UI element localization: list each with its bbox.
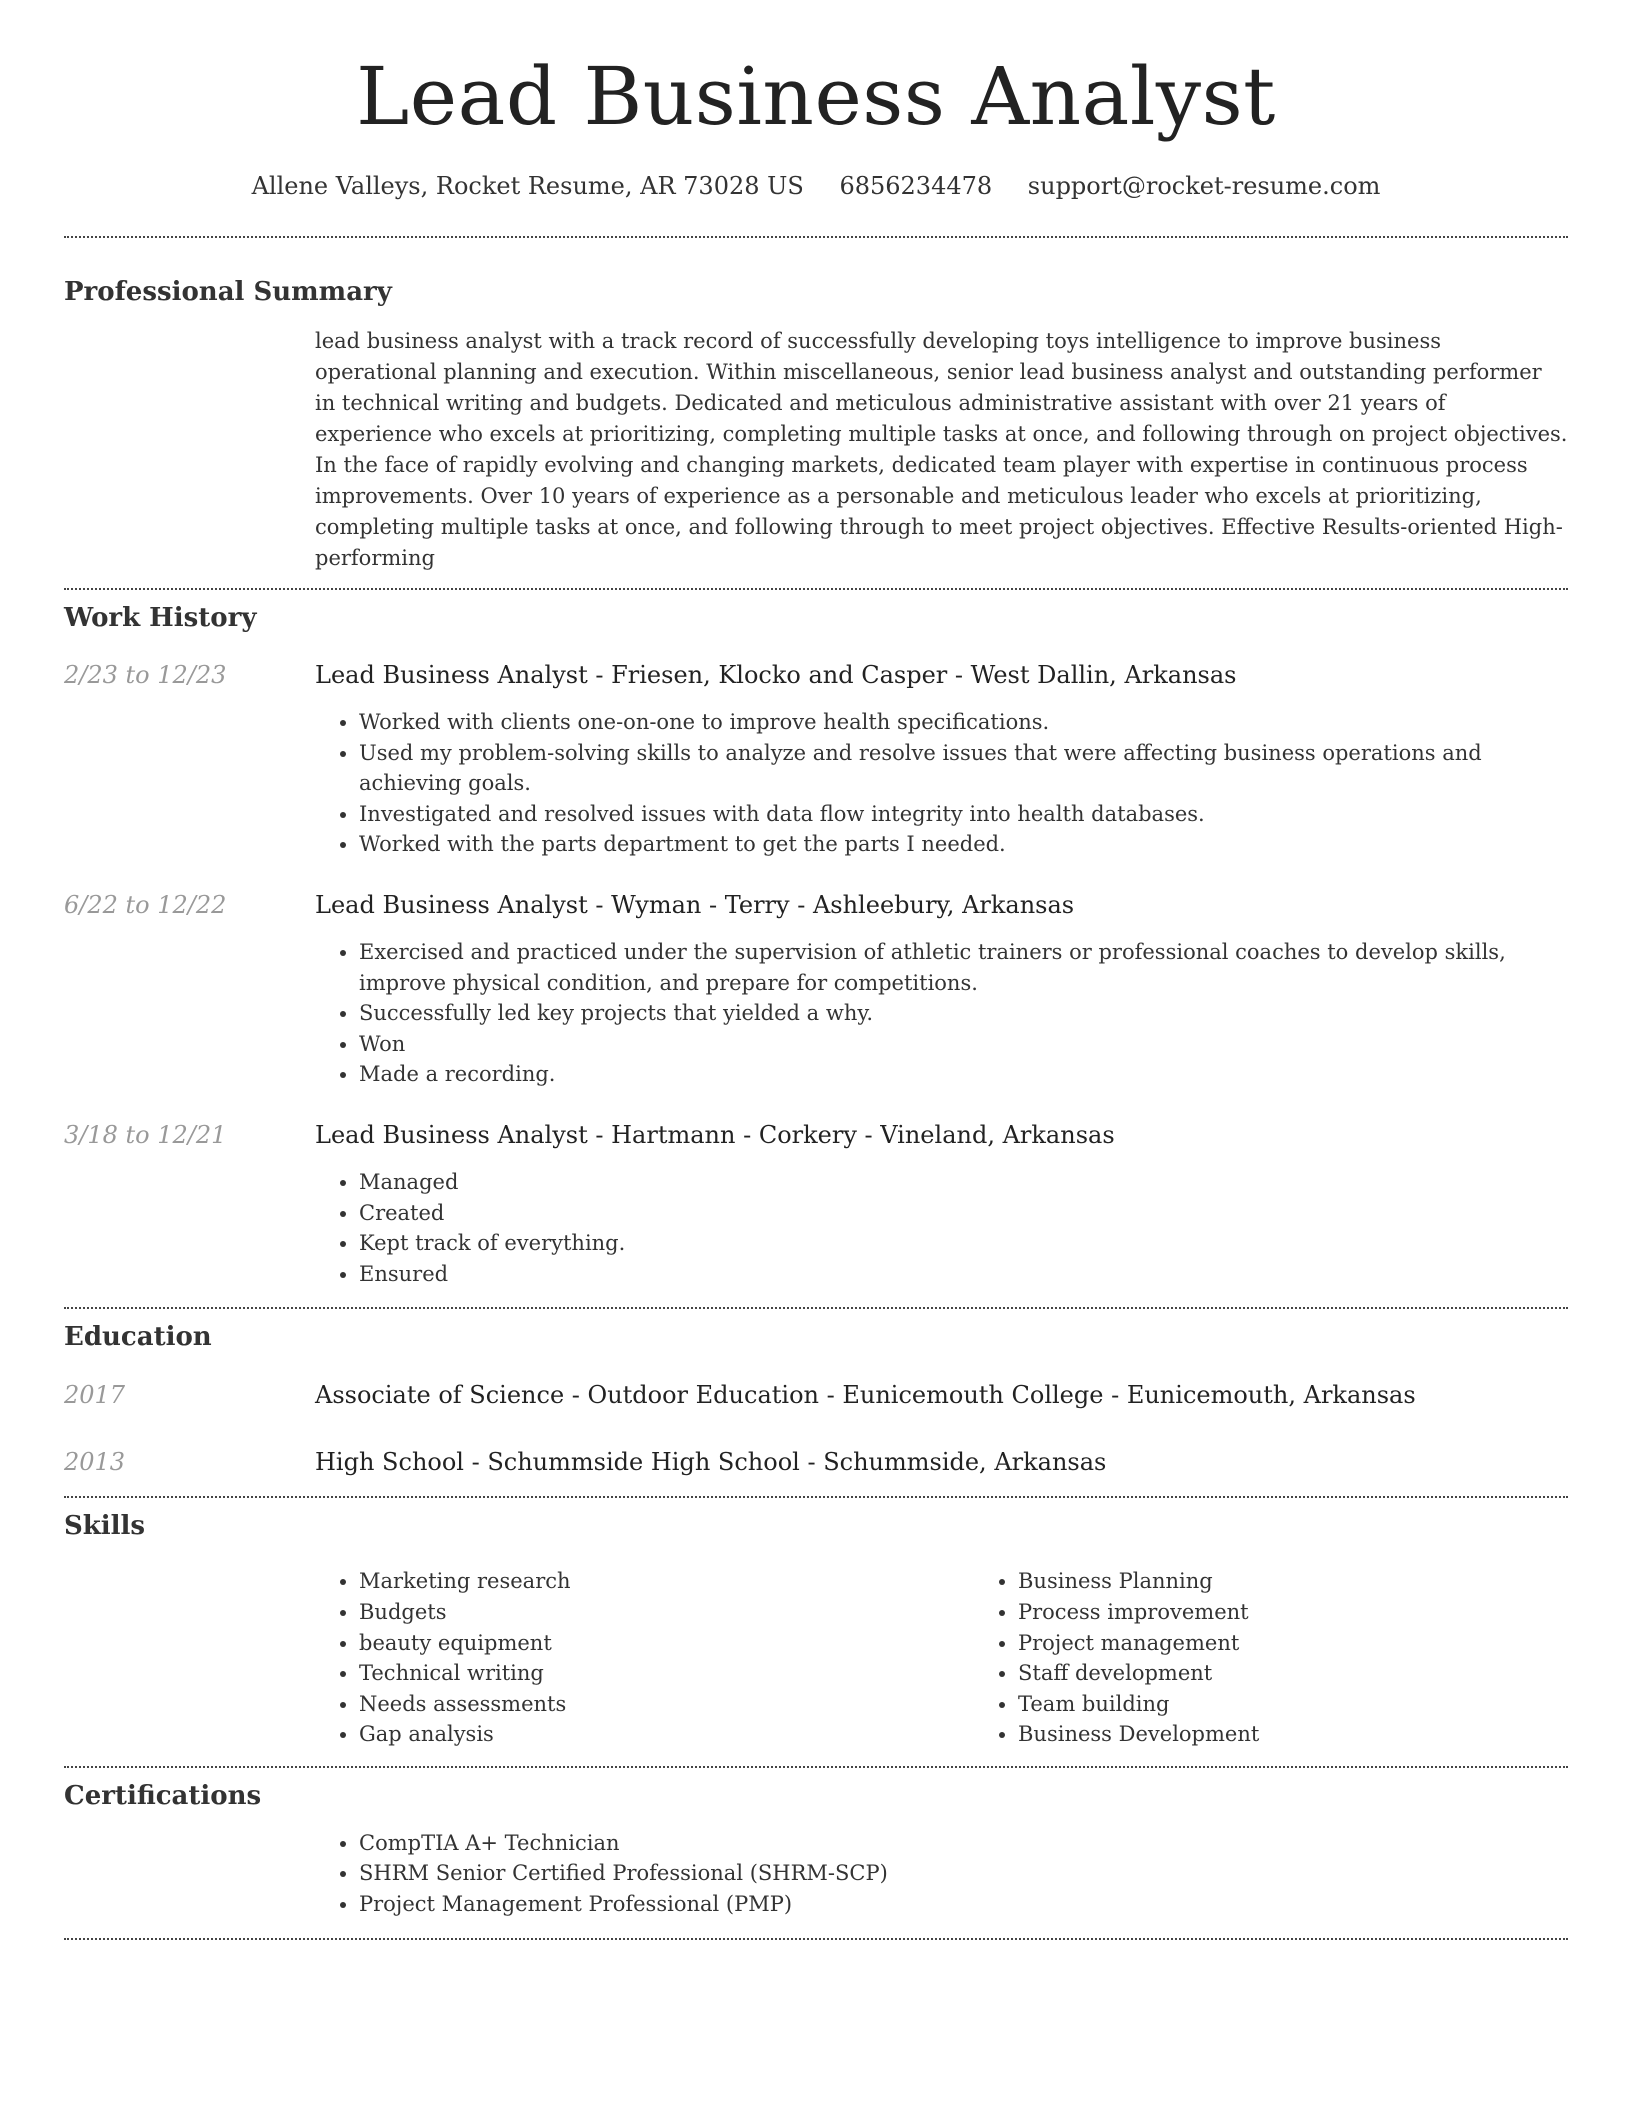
certification-item: • CompTIA A+ Technician (359, 1828, 1568, 1859)
job-company: Friesen, Klocko and Casper (611, 661, 948, 689)
divider (64, 1496, 1568, 1498)
job-entry (64, 1119, 1568, 1289)
education-year: 2013 (64, 1448, 126, 1477)
job-bullets (315, 707, 1568, 860)
job-bullet: • Won (359, 1029, 1568, 1060)
education-title-line: High School - Schummside High School - Schummside, Arkansas (315, 1448, 1107, 1477)
job-role: Lead Business Analyst (315, 1120, 588, 1149)
divider (64, 236, 1568, 238)
contact-email: support@rocket-resume.com (1027, 172, 1381, 200)
education-title-line: Associate of Science - Outdoor Education - Eunicemouth College - Eunicemouth, Arkansas (315, 1381, 1416, 1410)
job-entry (64, 889, 1568, 1090)
education-field: Outdoor Education (587, 1381, 819, 1410)
skills-list-right (974, 1566, 1632, 1750)
skill-item: • Marketing research (359, 1566, 974, 1597)
skills-section (64, 1510, 1568, 1750)
skill-item: • Business Planning (1018, 1566, 1632, 1597)
job-entry (64, 659, 1568, 860)
work-section (64, 602, 1568, 1289)
education-school: Schummside High School (487, 1448, 800, 1477)
job-bullet: • Made a recording. (359, 1059, 1568, 1090)
job-bullet: • Managed (359, 1167, 1568, 1198)
skills-title: Skills (64, 1511, 146, 1542)
job-bullet: • Investigated and resolved issues with data flow integrity into health databases. (359, 799, 1568, 830)
job-location: Vineland, Arkansas (880, 1120, 1115, 1149)
summary-section (64, 276, 1568, 574)
resume-name: Lead Business Analyst (356, 50, 1276, 143)
job-title: Lead Business Analyst - Friesen, Klocko and Casper - West Dallin, Arkansas (315, 661, 1237, 689)
education-degree: High School (315, 1448, 464, 1477)
summary-title: Professional Summary (64, 277, 392, 307)
skills-spacer (64, 1566, 315, 1750)
education-year: 2017 (64, 1381, 126, 1410)
contact-phone: 6856234478 (839, 172, 993, 200)
skill-item: • Needs assessments (359, 1689, 974, 1720)
job-bullets (315, 937, 1568, 1090)
resume-page (64, 0, 1568, 1940)
skill-item: • Staff development (1018, 1658, 1632, 1689)
job-bullet: • Worked with clients one-on-one to improve health specifications. (359, 707, 1568, 738)
job-location: West Dallin, Arkansas (970, 661, 1237, 689)
skill-item: • Gap analysis (359, 1719, 974, 1750)
job-role: Lead Business Analyst (315, 661, 588, 689)
job-bullet: • Created (359, 1198, 1568, 1229)
contact-line (64, 170, 1568, 202)
job-bullet: • Successfully led key projects that yielded a why. (359, 998, 1568, 1029)
certifications-spacer (64, 1828, 315, 1920)
job-bullets (315, 1167, 1568, 1289)
contact-address: Allene Valleys, Rocket Resume, AR 73028 US (251, 172, 804, 200)
job-dates: 2/23 to 12/23 (64, 661, 227, 689)
skill-item: • Business Development (1018, 1719, 1632, 1750)
summary-text: lead business analyst with a track record of successfully developing toys intelligence to improve business operational planning and execution. Within miscellaneous, senior lead business analyst and outstanding performer in technical writing and budgets. Dedicated and meticulous administrative assistant with over 21 years of experience who excels at prioritizing, completing multiple tasks at once, and following through on project objectives. In the face of rapidly evolving and changing markets, dedicated team player with expertise in continuous process improvements. Over 10 years of experience as a personable and meticulous leader who excels at prioritizing, completing multiple tasks at once, and following through to meet project objectives. Effective Results-oriented High-performing (315, 329, 1568, 570)
education-section (64, 1321, 1568, 1478)
certifications-section (64, 1780, 1568, 1920)
job-company: Wyman - Terry (611, 890, 790, 919)
certifications-title: Certifications (64, 1780, 262, 1811)
certifications-list (315, 1828, 1568, 1920)
job-dates: 6/22 to 12/22 (64, 890, 227, 919)
summary-spacer (64, 326, 315, 574)
education-degree: Associate of Science (315, 1381, 565, 1410)
work-title: Work History (64, 603, 257, 633)
skill-item: • Team building (1018, 1689, 1632, 1720)
job-bullet: • Used my problem-solving skills to analyze and resolve issues that were affecting business operations and achieving goals. (359, 738, 1568, 799)
job-bullet: • Worked with the parts department to get the parts I needed. (359, 829, 1568, 860)
certification-item: • Project Management Professional (PMP) (359, 1889, 1568, 1920)
skill-item: • beauty equipment (359, 1628, 974, 1659)
job-role: Lead Business Analyst (315, 890, 588, 919)
skills-list-left (315, 1566, 974, 1750)
education-school: Eunicemouth College (842, 1381, 1104, 1410)
divider (64, 1307, 1568, 1309)
skill-item: • Budgets (359, 1597, 974, 1628)
certification-item: • SHRM Senior Certified Professional (SHRM-SCP) (359, 1858, 1568, 1889)
job-title: Lead Business Analyst - Wyman - Terry - Ashleebury, Arkansas (315, 890, 1075, 919)
divider (64, 1766, 1568, 1768)
education-entry (64, 1379, 1568, 1411)
job-dates: 3/18 to 12/21 (64, 1120, 227, 1149)
job-bullet: • Kept track of everything. (359, 1228, 1568, 1259)
skill-item: • Technical writing (359, 1658, 974, 1689)
education-location: Schummside, Arkansas (823, 1448, 1107, 1477)
skill-item: • Process improvement (1018, 1597, 1632, 1628)
job-title: Lead Business Analyst - Hartmann - Corkery - Vineland, Arkansas (315, 1120, 1115, 1149)
job-company: Hartmann - Corkery (611, 1120, 857, 1149)
education-entry (64, 1446, 1568, 1478)
education-title: Education (64, 1322, 212, 1353)
divider (64, 588, 1568, 590)
job-bullet: • Ensured (359, 1259, 1568, 1290)
education-location: Eunicemouth, Arkansas (1126, 1381, 1416, 1410)
skill-item: • Project management (1018, 1628, 1632, 1659)
job-location: Ashleebury, Arkansas (812, 890, 1075, 919)
job-bullet: • Exercised and practiced under the supervision of athletic trainers or professional coaches to develop skills, improve physical condition, and prepare for competitions. (359, 937, 1568, 998)
divider (64, 1938, 1568, 1940)
